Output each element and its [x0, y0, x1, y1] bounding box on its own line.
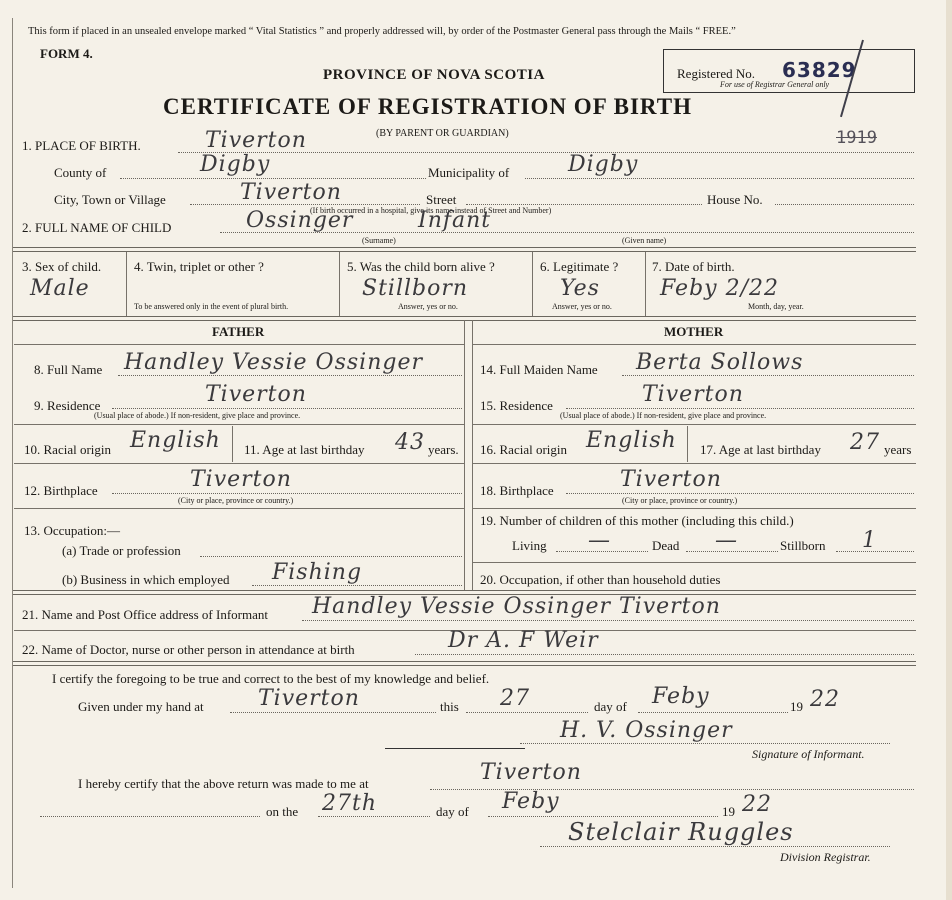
father-birthplace-label: 12. Birthplace: [24, 483, 98, 498]
street-line: [466, 204, 702, 205]
city-line: [190, 204, 420, 205]
trade-line: [200, 556, 462, 557]
row3-divider-1: [126, 252, 127, 316]
form-number: FORM 4.: [40, 46, 93, 61]
signature-caption: Signature of Informant.: [752, 747, 865, 761]
stillborn-line: [836, 551, 914, 552]
on-the-label: on the: [266, 804, 299, 819]
registrar-year-prefix: 19: [722, 804, 735, 819]
place-of-birth-value: Tiverton: [205, 128, 307, 153]
dead-value: —: [715, 528, 738, 553]
birth-date-note: Month, day, year.: [748, 302, 804, 311]
signature-line: [520, 743, 890, 744]
informant-value: Handley Vessie Ossinger Tiverton: [312, 594, 721, 619]
trade-label: (a) Trade or profession: [62, 543, 181, 558]
registrar-lead-line: [40, 816, 260, 817]
given-place: Tiverton: [258, 686, 360, 711]
father-racial: English: [130, 428, 221, 453]
mother-age-divider: [687, 426, 688, 462]
mother-racial: English: [586, 428, 677, 453]
paper-edge: [946, 0, 952, 900]
father-name-line: [118, 375, 462, 376]
alive-value: Stillborn: [362, 276, 469, 301]
father-residence-label: 9. Residence: [34, 398, 101, 413]
this-label: this: [440, 699, 459, 714]
legitimate-note: Answer, yes or no.: [552, 302, 612, 311]
province-heading: PROVINCE OF NOVA SCOTIA: [323, 67, 545, 83]
postal-notice: This form if placed in an unsealed envelope marked “ Vital Statistics ” and properly addressed will, by order of the Postmaster General pass through the Mails “ FREE.”: [28, 26, 736, 37]
mother-racial-label: 16. Racial origin: [480, 442, 568, 457]
street-label: Street: [426, 192, 457, 207]
mother-age-label: 17. Age at last birthday: [700, 442, 821, 457]
given-year-prefix: 19: [790, 699, 803, 714]
county-line: [120, 178, 426, 179]
registrar-year: 22: [742, 792, 772, 817]
father-age-divider: [232, 426, 233, 462]
left-border: [12, 18, 13, 888]
registrar-signature: Stelclair Ruggles: [568, 818, 794, 846]
doctor-label: 22. Name of Doctor, nurse or other person in attendance at birth: [22, 642, 355, 657]
certify-text: I certify the foregoing to be true and correct to the best of my knowledge and belief.: [52, 671, 490, 686]
business-value: Fishing: [272, 560, 363, 585]
mother-birthplace-note: (City or place, province or country.): [622, 496, 738, 505]
registrar-day-of-label: day of: [436, 804, 469, 819]
registrar-month-line: [488, 816, 718, 817]
registrar-day: 27th: [322, 791, 378, 816]
mother-occupation-label: 20. Occupation, if other than household duties: [480, 572, 721, 587]
given-day-line: [466, 712, 588, 713]
divider-2: [13, 247, 916, 252]
father-heading-rule: [14, 344, 464, 345]
dead-label: Dead: [652, 538, 680, 553]
hospital-note: (If birth occurred in a hospital, give its name instead of Street and Number): [310, 206, 552, 215]
house-line: [775, 204, 914, 205]
registrar-text: I hereby certify that the above return was made to me at: [78, 776, 369, 791]
doctor-value: Dr A. F Weir: [448, 628, 599, 653]
mother-name-line: [622, 375, 914, 376]
given-place-line: [230, 712, 436, 713]
mother-heading: MOTHER: [664, 324, 724, 339]
dead-line: [686, 551, 778, 552]
given-label: Given under my hand at: [78, 699, 204, 714]
city-value: Tiverton: [240, 180, 342, 205]
house-no-label: House No.: [707, 192, 763, 207]
mother-age: 27: [850, 430, 880, 455]
twin-note: To be answered only in the event of plural birth.: [134, 302, 289, 311]
father-rule-3: [14, 508, 464, 509]
surname-caption: (Surname): [362, 236, 396, 245]
occupation-label: 13. Occupation:—: [24, 523, 121, 538]
father-residence: Tiverton: [205, 382, 307, 407]
father-age-label: 11. Age at last birthday: [244, 442, 365, 457]
given-day: 27: [500, 686, 530, 711]
given-month-line: [638, 712, 788, 713]
registered-note: For use of Registrar General only: [720, 80, 830, 89]
mother-residence-label: 15. Residence: [480, 398, 553, 413]
children-count-label: 19. Number of children of this mother (including this child.): [480, 513, 794, 528]
day-of-label: day of: [594, 699, 627, 714]
father-name-label: 8. Full Name: [34, 362, 103, 377]
city-label: City, Town or Village: [54, 192, 166, 207]
father-rule-2: [14, 463, 464, 464]
registrar-day-line: [318, 816, 430, 817]
given-month: Feby: [652, 684, 710, 709]
stillborn-label: Stillborn: [780, 538, 826, 553]
father-heading: FATHER: [212, 324, 265, 339]
living-label: Living: [512, 538, 547, 553]
father-birthplace-line: [112, 493, 462, 494]
father-birthplace-note: (City or place, province or country.): [178, 496, 294, 505]
father-rule-1: [14, 424, 464, 425]
row3-divider-3: [532, 252, 533, 316]
father-residence-line: [112, 408, 462, 409]
alive-label: 5. Was the child born alive ?: [347, 259, 495, 274]
alive-note: Answer, yes or no.: [398, 302, 458, 311]
page-subtitle: (BY PARENT OR GUARDIAN): [376, 128, 509, 139]
given-year: 22: [810, 687, 840, 712]
business-label: (b) Business in which employed: [62, 572, 230, 587]
child-name-label: 2. FULL NAME OF CHILD: [22, 220, 172, 235]
row3-divider-2: [339, 252, 340, 316]
birth-date-value: Feby 2/22: [660, 276, 779, 301]
child-name-line: [220, 232, 914, 233]
registrar-signature-line: [540, 846, 890, 847]
column-divider-right: [472, 320, 473, 590]
municipality-line: [525, 178, 914, 179]
county-label: County of: [54, 165, 107, 180]
mother-residence: Tiverton: [642, 382, 744, 407]
registered-number: 63829: [782, 58, 857, 82]
sex-label: 3. Sex of child.: [22, 259, 102, 274]
father-years: years.: [428, 442, 459, 457]
mother-birthplace-label: 18. Birthplace: [480, 483, 554, 498]
living-value: —: [588, 528, 611, 553]
doctor-line: [415, 654, 914, 655]
mother-rule-2: [473, 463, 916, 464]
place-line: [178, 152, 914, 153]
informant-line: [302, 620, 914, 621]
informant-label: 21. Name and Post Office address of Informant: [22, 607, 268, 622]
stillborn-value: 1: [862, 528, 877, 553]
registrar-caption: Division Registrar.: [780, 850, 871, 864]
mother-name-label: 14. Full Maiden Name: [480, 362, 598, 377]
row3-divider-4: [645, 252, 646, 316]
twin-label: 4. Twin, triplet or other ?: [134, 259, 264, 274]
registrar-place: Tiverton: [480, 760, 582, 785]
informant-signature: H. V. Ossinger: [560, 718, 733, 743]
child-given-name: Infant: [418, 208, 492, 233]
short-rule: [385, 748, 525, 749]
father-age: 43: [395, 430, 425, 455]
father-racial-label: 10. Racial origin: [24, 442, 112, 457]
mother-name: Berta Sollows: [636, 350, 804, 375]
divider-5: [13, 661, 916, 666]
child-surname: Ossinger: [246, 208, 354, 233]
legitimate-label: 6. Legitimate ?: [540, 259, 619, 274]
mother-residence-note: (Usual place of abode.) If non-resident, give place and province.: [560, 411, 767, 420]
given-name-caption: (Given name): [622, 236, 667, 245]
living-line: [556, 551, 648, 552]
municipality-label: Municipality of: [428, 165, 510, 180]
mother-rule-3: [473, 508, 916, 509]
father-name: Handley Vessie Ossinger: [124, 350, 423, 375]
county-value: Digby: [200, 152, 271, 177]
father-residence-note: (Usual place of abode.) If non-resident, give place and province.: [94, 411, 301, 420]
business-line: [252, 585, 462, 586]
mother-residence-line: [566, 408, 914, 409]
birth-date-label: 7. Date of birth.: [652, 259, 735, 274]
mother-rule-1: [473, 424, 916, 425]
mother-birthplace-line: [566, 493, 914, 494]
mother-years: years: [884, 442, 912, 457]
mother-heading-rule: [473, 344, 916, 345]
registered-label: Registered No.: [677, 66, 755, 81]
column-divider-left: [464, 320, 465, 590]
page-title: CERTIFICATE OF REGISTRATION OF BIRTH: [163, 94, 692, 119]
father-birthplace: Tiverton: [190, 467, 292, 492]
municipality-value: Digby: [568, 152, 639, 177]
mother-birthplace: Tiverton: [620, 467, 722, 492]
sex-value: Male: [30, 276, 90, 301]
place-of-birth-label: 1. PLACE OF BIRTH.: [22, 138, 141, 153]
old-number: 1919: [836, 128, 877, 148]
registrar-month: Feby: [502, 789, 560, 814]
mother-rule-4: [473, 562, 916, 563]
legitimate-value: Yes: [560, 276, 600, 301]
